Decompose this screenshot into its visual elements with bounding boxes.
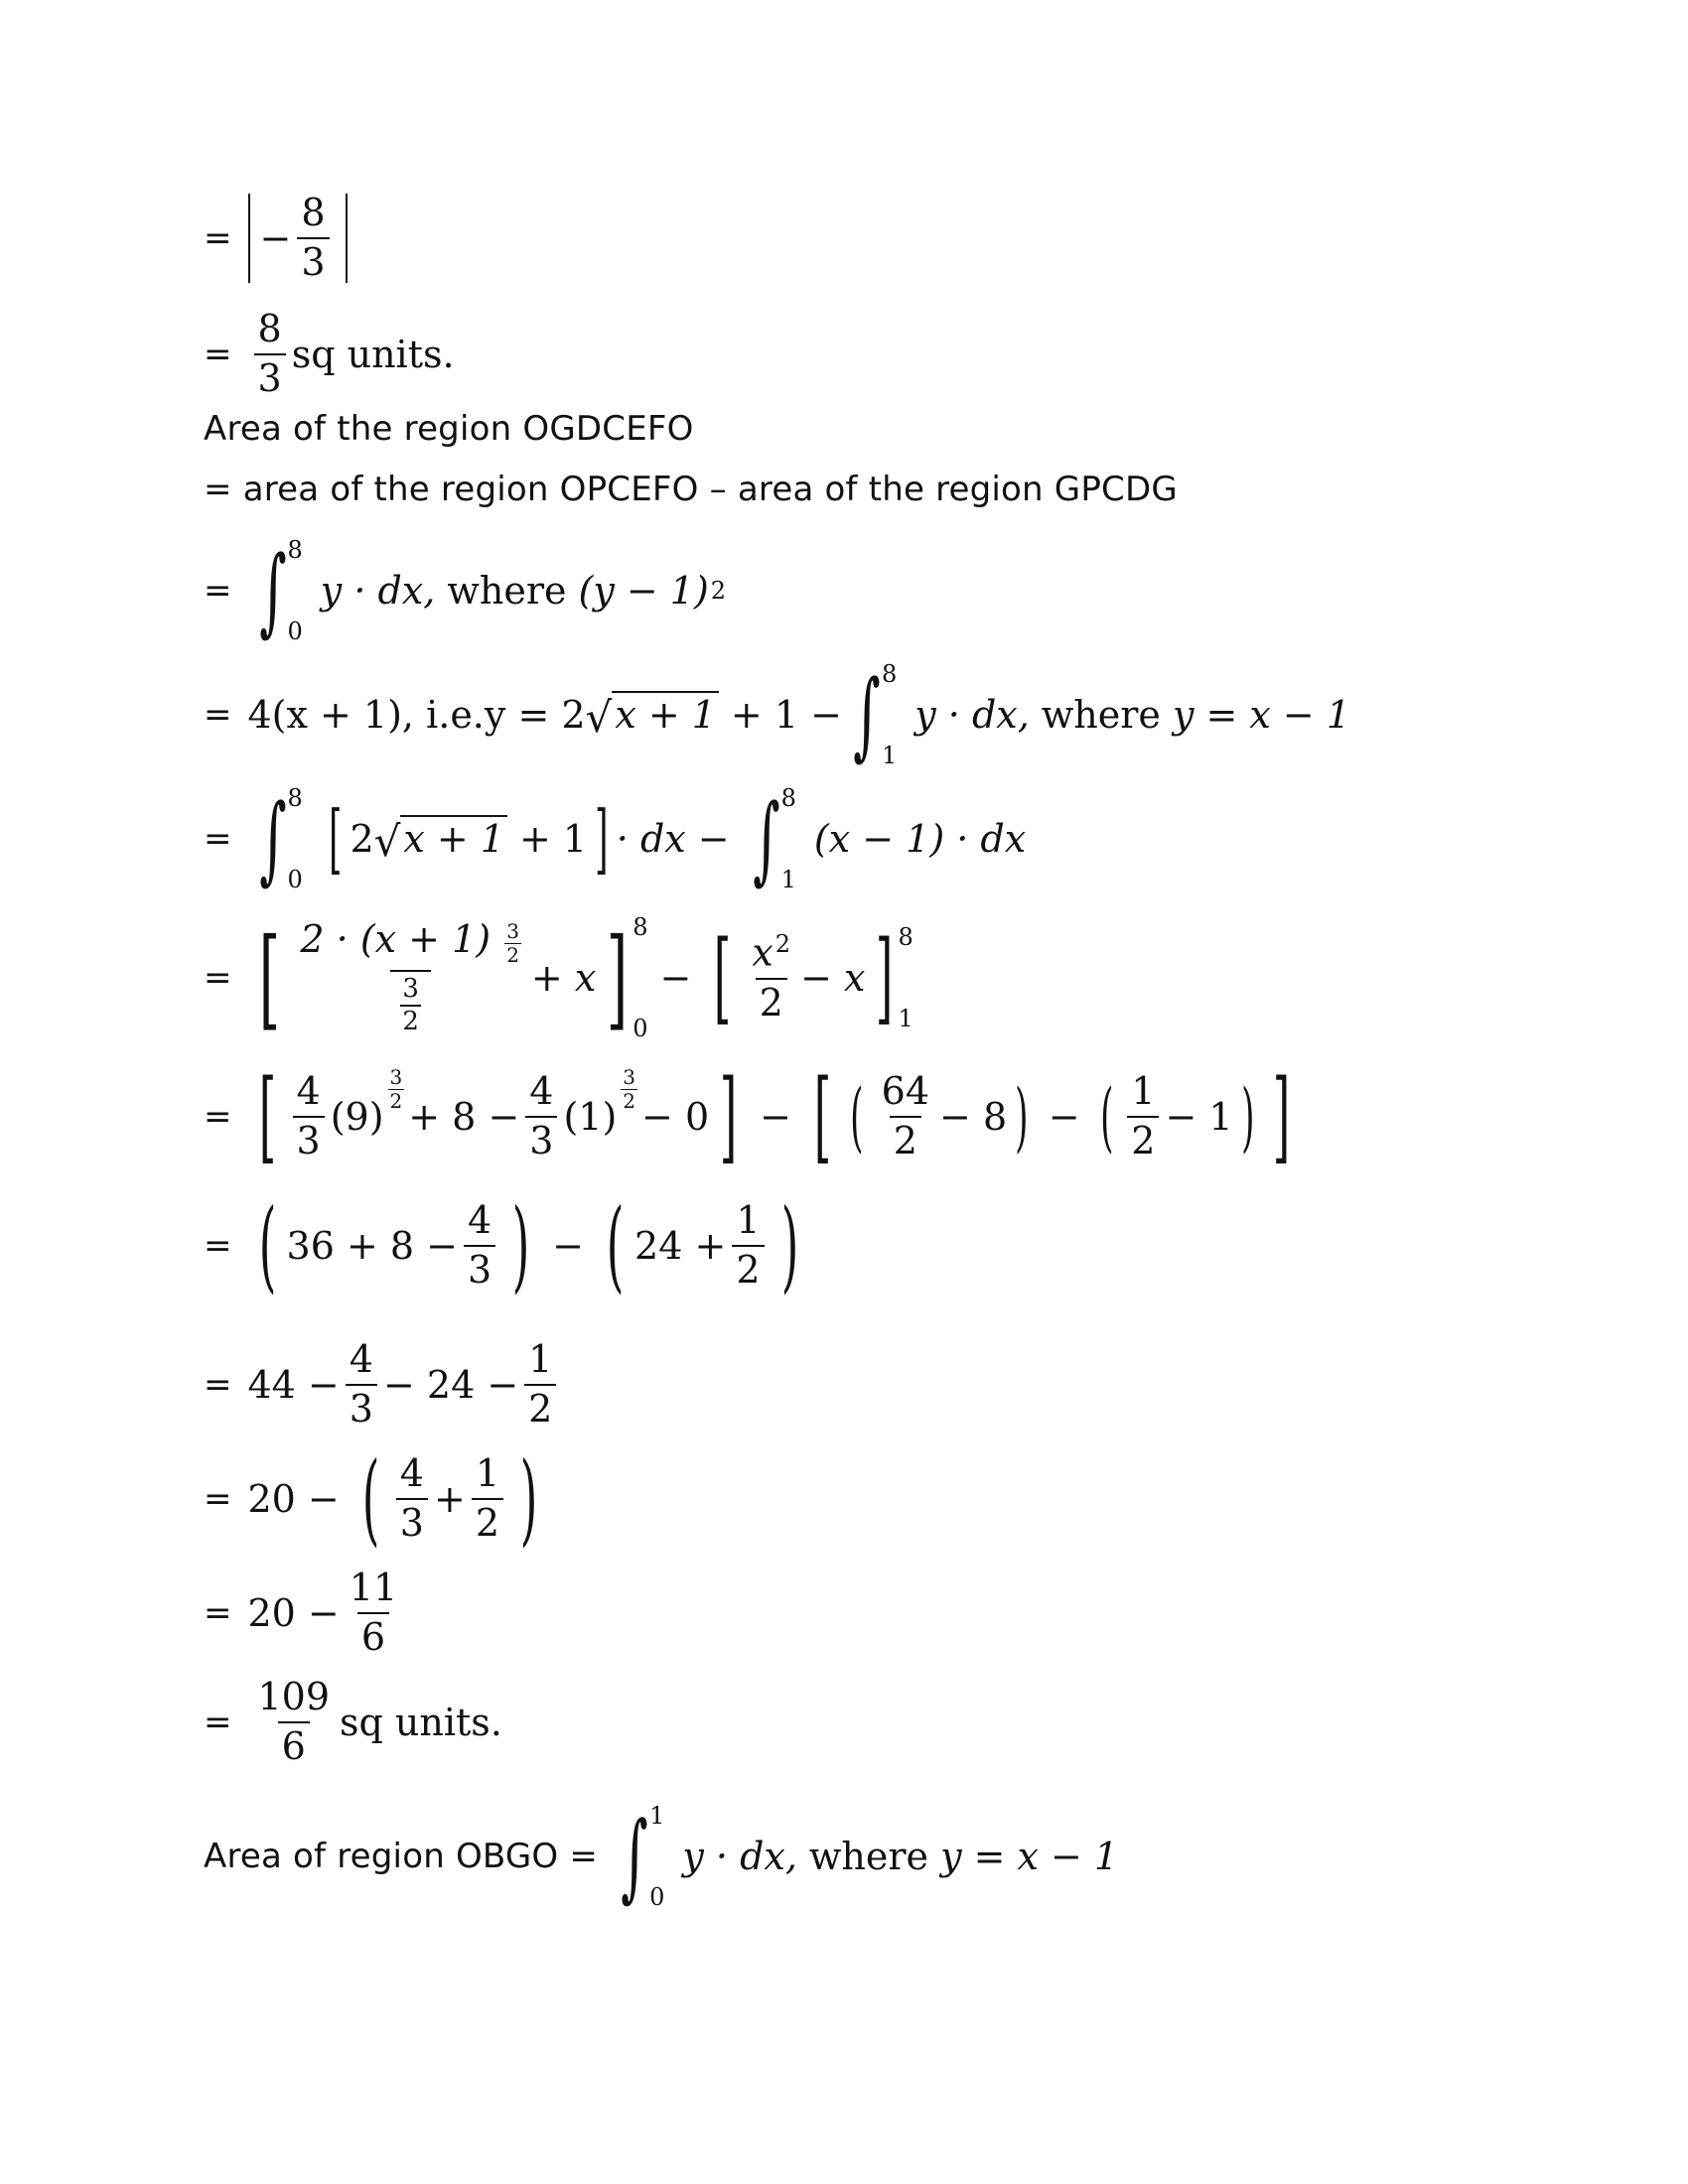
where-word: where xyxy=(808,1835,929,1878)
numerator: 3 xyxy=(389,1065,403,1089)
fraction xyxy=(524,1337,556,1431)
integral-sign: ∫ xyxy=(258,783,287,894)
integral xyxy=(610,1802,664,1911)
area-region-obgo xyxy=(204,1802,1118,1911)
left-paren: ( xyxy=(361,1440,380,1557)
differential: · dx − xyxy=(616,817,730,861)
numerator xyxy=(296,916,525,970)
right-bracket: ] xyxy=(1272,1058,1291,1174)
integral-limits xyxy=(288,536,303,645)
numerator: 109 xyxy=(257,1675,331,1718)
expression: − 24 − xyxy=(382,1362,519,1407)
square-root xyxy=(585,691,719,742)
numerator: 1 xyxy=(1131,1069,1156,1114)
minus-sign: − xyxy=(659,956,692,1000)
lower-limit: 1 xyxy=(898,1005,914,1032)
step-abs-value xyxy=(204,191,348,284)
denominator: 3 xyxy=(346,1384,377,1430)
step-substitute-limits xyxy=(204,1058,1301,1174)
plus-sign: + xyxy=(433,1477,466,1521)
denominator: 3 xyxy=(297,237,329,283)
right-paren: ) xyxy=(1015,1072,1029,1160)
equals-sign: = xyxy=(204,1592,232,1633)
integral-limits xyxy=(781,784,796,893)
radicand: x + 1 xyxy=(400,815,507,863)
denominator: 3 xyxy=(254,353,286,399)
numerator: 8 xyxy=(301,191,326,235)
exponent-fraction xyxy=(504,918,521,967)
numerator: 3 xyxy=(402,973,419,1004)
left-bracket: [ xyxy=(258,914,280,1041)
expression: 36 + 8 − xyxy=(286,1224,458,1268)
denominator: 2 xyxy=(506,942,519,967)
integral xyxy=(842,660,897,769)
minus-sign: − xyxy=(552,1224,585,1268)
denominator: 2 xyxy=(623,1089,636,1113)
numerator: 11 xyxy=(349,1566,398,1609)
operator: + 1 − xyxy=(730,693,842,737)
absolute-value xyxy=(248,191,348,284)
step-simplify-3 xyxy=(204,1440,548,1557)
exponent: 2 xyxy=(774,930,791,959)
heading-region-ogdcefo: Area of the region OGDCEFO xyxy=(204,409,694,449)
left-bracket: [ xyxy=(714,919,732,1035)
expression: 24 + xyxy=(634,1224,727,1268)
region-label: Area of region OBGO = xyxy=(204,1837,599,1876)
lead-expression: 4(x + 1), i.e.y = 2 xyxy=(247,693,586,737)
step-simplify-1 xyxy=(204,1187,809,1303)
upper-limit: 8 xyxy=(633,913,648,941)
numerator: 4 xyxy=(296,1069,321,1114)
equals-sign: = xyxy=(204,1364,232,1405)
region-difference-text: = area of the region OPCEFO – area of the region GPCDG xyxy=(204,470,1178,509)
coefficient: 2 xyxy=(350,817,374,861)
plus-x: + x xyxy=(530,956,597,1000)
left-bracket: [ xyxy=(258,1058,276,1174)
integral xyxy=(248,784,303,893)
integrand: y · dx, xyxy=(914,693,1030,737)
upper-limit: 1 xyxy=(649,1802,665,1830)
integral xyxy=(248,536,303,645)
lower-limit: 1 xyxy=(881,742,898,769)
exponent: 2 xyxy=(710,577,727,605)
denominator: 3 xyxy=(464,1245,495,1291)
denominator xyxy=(390,970,431,1036)
right-paren: ) xyxy=(519,1440,538,1557)
equals-sign: = xyxy=(204,334,232,374)
numerator: 1 xyxy=(736,1198,761,1243)
where-word: where xyxy=(447,569,567,613)
expression: (y − 1) xyxy=(578,569,709,613)
exponent-fraction xyxy=(388,1067,405,1112)
denominator: 2 xyxy=(732,1245,764,1291)
equals-sign: = xyxy=(204,1702,232,1742)
right-bracket: ] xyxy=(607,914,629,1041)
radicand: x + 1 xyxy=(612,691,719,739)
denominator: 6 xyxy=(278,1721,310,1767)
denominator: 2 xyxy=(524,1384,556,1430)
fraction xyxy=(293,1069,325,1162)
variable: x xyxy=(752,930,774,975)
integrand: y · dx, xyxy=(682,1835,797,1878)
fraction xyxy=(296,916,525,1037)
plus-one: + 1 xyxy=(519,817,588,861)
denominator: 2 xyxy=(402,1007,419,1037)
denominator: 2 xyxy=(890,1116,921,1161)
lower-limit: 0 xyxy=(287,617,303,645)
minus-sign: − xyxy=(259,216,292,260)
radical-sign: √ xyxy=(373,816,401,866)
step-simplify-2 xyxy=(204,1337,562,1431)
denominator: 2 xyxy=(756,978,787,1024)
numerator: 4 xyxy=(529,1069,554,1114)
denominator: 2 xyxy=(1127,1116,1159,1161)
minus-zero: − 0 xyxy=(641,1095,710,1139)
where-word: where xyxy=(1041,693,1161,737)
lower-limit: 1 xyxy=(780,866,796,893)
step-integral-difference xyxy=(204,784,1026,893)
expression: 20 − xyxy=(247,1477,340,1521)
left-paren: ( xyxy=(850,1072,864,1160)
exponent-fraction xyxy=(621,1067,637,1112)
integral xyxy=(742,784,796,893)
step-substitution xyxy=(204,660,1350,769)
numerator xyxy=(748,932,794,978)
step-result-second-area xyxy=(204,1675,502,1768)
units-text: sq units. xyxy=(291,332,455,376)
integral-sign: ∫ xyxy=(621,1801,648,1912)
fraction xyxy=(748,932,794,1023)
fraction xyxy=(472,1451,503,1545)
integral-limits xyxy=(288,784,303,893)
right-bracket: ] xyxy=(876,919,894,1035)
denominator: 3 xyxy=(525,1116,557,1161)
step-antiderivative xyxy=(204,913,914,1042)
upper-limit: 8 xyxy=(898,923,914,951)
minus-eight: − 8 xyxy=(939,1095,1008,1139)
expression: 20 − xyxy=(247,1590,340,1635)
base: (9) xyxy=(330,1095,384,1139)
integral-sign: ∫ xyxy=(752,783,780,894)
denominator: 3 xyxy=(396,1498,428,1544)
integral-limits xyxy=(882,660,897,769)
equals-sign: = xyxy=(204,1226,232,1266)
left-paren: ( xyxy=(1099,1072,1114,1160)
numerator: 4 xyxy=(399,1451,424,1496)
left-bracket: [ xyxy=(328,794,343,883)
equals-sign: = xyxy=(204,1097,232,1137)
fraction xyxy=(346,1566,401,1659)
numerator: 1 xyxy=(475,1451,500,1496)
denominator: 6 xyxy=(357,1612,389,1658)
right-bracket: ] xyxy=(595,794,609,883)
numerator: 1 xyxy=(528,1337,553,1381)
right-paren: ) xyxy=(511,1187,530,1303)
integral-sign: ∫ xyxy=(853,659,881,770)
lower-limit: 0 xyxy=(649,1883,665,1911)
expression: y = x − 1 xyxy=(1172,693,1351,737)
upper-limit: 8 xyxy=(780,784,796,812)
right-paren: ) xyxy=(780,1187,798,1303)
step-integral-where xyxy=(204,536,726,645)
upper-limit: 8 xyxy=(287,784,303,812)
left-paren: ( xyxy=(606,1187,625,1303)
denominator: 2 xyxy=(389,1089,403,1113)
right-bracket: ] xyxy=(719,1058,738,1174)
integral-sign: ∫ xyxy=(258,535,287,646)
fraction xyxy=(254,307,286,400)
upper-limit: 8 xyxy=(881,660,898,688)
step-simplify-4 xyxy=(204,1566,407,1659)
fraction xyxy=(732,1198,764,1292)
minus-sign: − xyxy=(1048,1095,1080,1139)
left-paren: ( xyxy=(258,1187,276,1303)
fraction xyxy=(297,191,329,284)
expression: y = x − 1 xyxy=(940,1835,1119,1878)
numerator: 3 xyxy=(623,1065,636,1089)
fraction xyxy=(464,1198,495,1292)
lower-limit: 0 xyxy=(633,1015,648,1042)
square-root xyxy=(373,815,507,866)
integral-limits xyxy=(649,1802,664,1911)
integrand: y · dx, xyxy=(320,569,436,613)
numerator: 64 xyxy=(881,1069,930,1114)
evaluation-limits xyxy=(633,913,647,1042)
left-bracket: [ xyxy=(813,1058,832,1174)
minus-sign: − xyxy=(760,1095,791,1139)
fraction xyxy=(525,1069,557,1162)
equals-sign: = xyxy=(204,958,232,998)
fraction xyxy=(396,1451,428,1545)
numerator: 3 xyxy=(506,918,519,943)
operator: + 8 − xyxy=(408,1095,520,1139)
equals-sign: = xyxy=(204,819,232,859)
evaluation-limits xyxy=(898,923,913,1032)
step-result-first-area xyxy=(204,307,455,400)
fraction xyxy=(346,1337,377,1431)
lower-limit: 0 xyxy=(287,866,303,893)
integrand: (x − 1) · dx xyxy=(813,817,1027,861)
fraction xyxy=(878,1069,933,1162)
radical-sign: √ xyxy=(585,692,613,742)
expression: 44 − xyxy=(247,1362,340,1407)
minus-one: − 1 xyxy=(1165,1095,1233,1139)
denominator-fraction xyxy=(400,973,421,1037)
numerator: 4 xyxy=(349,1337,373,1381)
equals-sign: = xyxy=(204,695,232,735)
fraction xyxy=(254,1675,335,1768)
equals-sign: = xyxy=(204,218,232,258)
right-paren: ) xyxy=(1240,1072,1255,1160)
minus-x: − x xyxy=(800,956,866,1000)
upper-limit: 8 xyxy=(287,536,303,564)
denominator: 2 xyxy=(472,1498,503,1544)
equals-sign: = xyxy=(204,1479,232,1519)
equals-sign: = xyxy=(204,571,232,611)
base: (1) xyxy=(563,1095,618,1139)
numerator-text: 2 · (x + 1) xyxy=(300,916,492,961)
numerator: 8 xyxy=(257,307,282,350)
fraction xyxy=(1127,1069,1159,1162)
denominator: 3 xyxy=(293,1116,325,1161)
units-text: sq units. xyxy=(340,1700,502,1744)
numerator: 4 xyxy=(467,1198,492,1243)
